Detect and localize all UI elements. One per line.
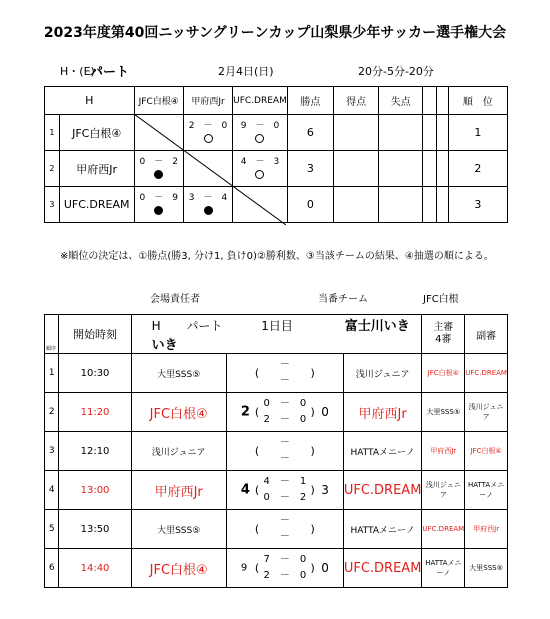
home-team: 浅川ジュニア	[131, 432, 226, 471]
score-cell	[226, 471, 343, 510]
match-number: 6	[45, 549, 59, 588]
second-half-score: －	[279, 453, 290, 464]
main-referee: 甲府西Jr	[422, 432, 465, 471]
away-total: 0	[321, 561, 329, 575]
points-value: 3	[287, 151, 333, 187]
close-paren: )	[310, 561, 315, 575]
time-header: 開始時刻	[59, 315, 131, 354]
duty-team-label: 当番チーム	[318, 294, 368, 305]
assistant-referee: HATTAメニーノ	[465, 471, 508, 510]
match-number: 1	[45, 354, 59, 393]
match-time: 11:20	[59, 393, 131, 432]
main-referee: 浅川ジュニア	[422, 471, 465, 510]
part-label: パート	[186, 319, 223, 333]
open-paren: (	[254, 444, 260, 458]
rank-value: 1	[448, 115, 507, 151]
result-score: 0 － 2	[139, 156, 178, 167]
home-total: 4	[240, 482, 250, 498]
order-label: 順序	[46, 346, 57, 352]
second-half-score: 2 － 0	[263, 570, 307, 581]
venue-manager-label: 会場責任者	[150, 294, 200, 305]
match-format: 20分-5分-20分	[358, 65, 434, 78]
part-label: パート	[90, 65, 130, 80]
assistant-referee-header: 副審	[465, 315, 508, 354]
away-team: UFC.DREAM	[343, 549, 422, 588]
first-half-score: 4 － 1	[263, 476, 307, 487]
row-number: 1	[45, 115, 60, 151]
result-score: 3 － 4	[188, 192, 228, 203]
group-header: H	[45, 87, 135, 115]
away-total: 3	[321, 483, 329, 497]
open-paren: (	[254, 366, 260, 380]
row-number: 2	[45, 151, 60, 187]
main-referee-header: 主審 4審	[422, 315, 465, 354]
close-paren: )	[310, 405, 315, 419]
home-team: JFC白根④	[131, 549, 226, 588]
assistant-referee: 大里SSS⑤	[465, 549, 508, 588]
col-goals-for: 得点	[334, 87, 379, 115]
col-points: 勝点	[287, 87, 333, 115]
result-score: 0 － 9	[139, 192, 178, 203]
blank-col-2	[437, 87, 449, 115]
assistant-referee: 甲府西Jr	[465, 510, 508, 549]
close-paren: )	[310, 444, 315, 458]
open-paren: (	[254, 483, 260, 497]
result-score: 9 － 0	[240, 120, 280, 131]
match-row	[45, 510, 508, 549]
match-row	[45, 471, 508, 510]
main-referee: JFC白根④	[422, 354, 465, 393]
team-name: UFC.DREAM	[59, 187, 134, 223]
blank-col-1	[423, 87, 437, 115]
home-team: JFC白根④	[131, 393, 226, 432]
away-team: 浅川ジュニア	[343, 354, 422, 393]
first-half-score: －	[279, 437, 290, 448]
away-team: 甲府西Jr	[343, 393, 422, 432]
team-name: JFC白根④	[59, 115, 134, 151]
main-referee: 大里SSS⑤	[422, 393, 465, 432]
match-row	[45, 549, 508, 588]
group-label: H	[151, 319, 161, 333]
row-number: 3	[45, 187, 60, 223]
home-team: 大里SSS⑤	[131, 354, 226, 393]
schedule-heading	[131, 315, 422, 354]
points-value: 6	[287, 115, 333, 151]
second-half-score: 2 － 0	[263, 414, 307, 425]
assistant-referee: UFC.DREAM	[465, 354, 508, 393]
score-cell	[226, 510, 343, 549]
match-row	[45, 432, 508, 471]
away-total: 0	[321, 405, 329, 419]
match-row	[45, 354, 508, 393]
match-number: 4	[45, 471, 59, 510]
home-total: 9	[240, 562, 248, 574]
home-team: 大里SSS⑤	[131, 510, 226, 549]
first-half-score: 7 － 0	[263, 554, 307, 565]
ranking-note: ※順位の決定は、①勝点(勝3, 分け1, 負け0)②勝利数、③当該チームの結果、④抽選の順による。	[60, 251, 494, 262]
score-cell	[226, 432, 343, 471]
day-label: 1日目	[261, 319, 293, 333]
away-team: HATTAメニーノ	[343, 432, 422, 471]
col-team-3: UFC.DREAM	[233, 87, 288, 115]
second-half-score: －	[279, 375, 290, 386]
block-label: H・(E)	[60, 65, 95, 78]
score-cell	[226, 549, 343, 588]
assistant-referee: 浅川ジュニア	[465, 393, 508, 432]
result-score: 2 － 0	[188, 120, 228, 131]
away-team: UFC.DREAM	[343, 471, 422, 510]
match-time: 12:10	[59, 432, 131, 471]
col-goals-against: 失点	[379, 87, 423, 115]
points-value: 0	[287, 187, 333, 223]
match-number: 2	[45, 393, 59, 432]
match-number: 3	[45, 432, 59, 471]
match-time: 14:40	[59, 549, 131, 588]
rank-value: 2	[448, 151, 507, 187]
first-half-score: －	[279, 515, 290, 526]
first-half-score: －	[279, 359, 290, 370]
close-paren: )	[310, 522, 315, 536]
main-referee: UFC.DREAM	[422, 510, 465, 549]
match-time: 10:30	[59, 354, 131, 393]
order-header	[45, 315, 59, 354]
match-row	[45, 393, 508, 432]
open-paren: (	[254, 522, 260, 536]
home-total: 2	[240, 404, 250, 420]
second-half-score: －	[279, 531, 290, 542]
col-rank: 順 位	[448, 87, 507, 115]
match-date: 2月4日(日)	[218, 65, 274, 78]
venue-name: 富士川いきいき	[151, 319, 410, 353]
score-cell	[226, 393, 343, 432]
col-team-1: JFC白根④	[134, 87, 183, 115]
result-score: 4 － 3	[240, 156, 280, 167]
match-time: 13:50	[59, 510, 131, 549]
home-team: 甲府西Jr	[131, 471, 226, 510]
close-paren: )	[310, 366, 315, 380]
main-referee: HATTAメニーノ	[422, 549, 465, 588]
col-team-2: 甲府西Jr	[183, 87, 232, 115]
diagonal-line	[134, 114, 286, 225]
open-paren: (	[254, 561, 260, 575]
close-paren: )	[310, 483, 315, 497]
match-number: 5	[45, 510, 59, 549]
assistant-referee: JFC白根④	[465, 432, 508, 471]
score-cell	[226, 354, 343, 393]
duty-team-name: JFC白根	[423, 294, 459, 305]
open-paren: (	[254, 405, 260, 419]
first-half-score: 0 － 0	[263, 398, 307, 409]
schedule-table	[44, 314, 508, 588]
team-name: 甲府西Jr	[59, 151, 134, 187]
match-time: 13:00	[59, 471, 131, 510]
rank-value: 3	[448, 187, 507, 223]
page-title: 2023年度第40回ニッサングリーンカップ山梨県少年サッカー選手権大会	[43, 25, 507, 41]
second-half-score: 0 － 2	[263, 492, 307, 503]
away-team: HATTAメニーノ	[343, 510, 422, 549]
